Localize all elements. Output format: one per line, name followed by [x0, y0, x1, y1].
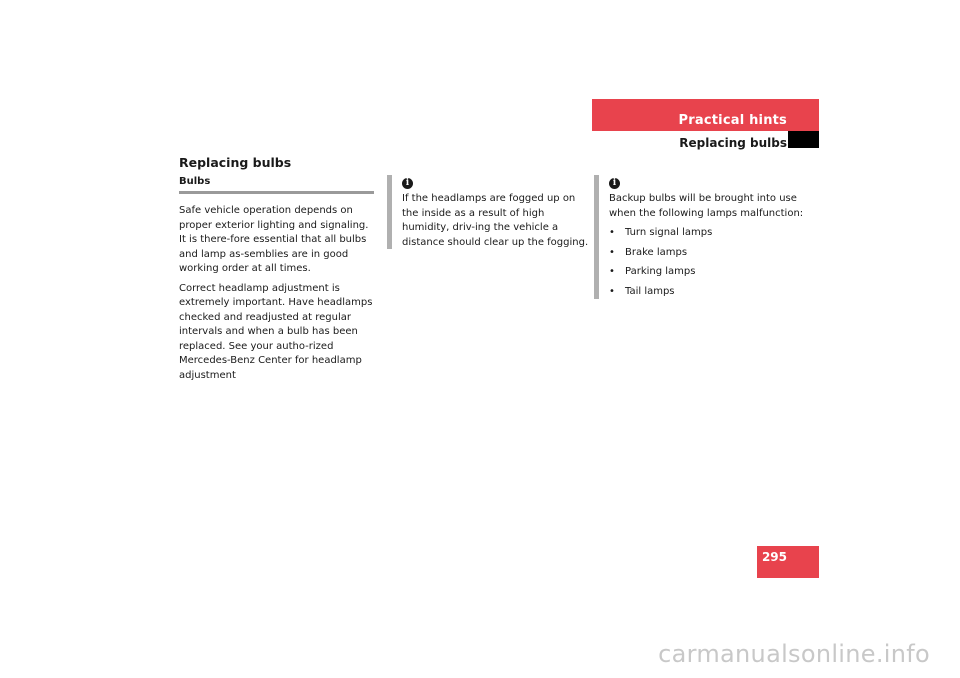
note-fogging: [387, 175, 594, 249]
list-item: • Turn signal lamps: [609, 226, 809, 241]
header-section-title: Practical hints: [678, 113, 787, 128]
bullet-icon: •: [609, 227, 615, 238]
bulbs-subheading: Bulbs: [179, 176, 374, 194]
note-backup-bulbs: [594, 175, 809, 299]
bullet-icon: •: [609, 246, 615, 258]
page-number: 295: [761, 550, 787, 564]
header-section-bar: [592, 99, 819, 131]
bullet-icon: •: [609, 285, 615, 297]
header-black-tab: [788, 131, 819, 148]
note-fogging-text: If the headlamps are fogged up on the inside as a result of high humidity, driv-ing the vehicle a distance should clear up the fogging.: [402, 193, 589, 248]
watermark: carmanualsonline.info: [658, 640, 930, 668]
paragraph-headlamp-adjustment: Correct headlamp adjustment is extremely important. Have headlamps checked and readjusted at regular intervals and when a bulb has been replaced. See your autho-rized Mercedes-Benz Center for headlamp adjustment: [179, 282, 373, 381]
info-icon: i: [609, 178, 620, 189]
lamp-list: [609, 226, 809, 299]
note-backup-intro: Backup bulbs will be brought into use when the following lamps malfunction:: [609, 193, 804, 219]
header-subsection-bar: [592, 131, 819, 151]
bulbs-column: [179, 176, 374, 388]
info-icon: i: [402, 178, 413, 189]
page-number-box: [757, 546, 819, 578]
header-subsection-title: Replacing bulbs: [679, 136, 787, 150]
list-item: • Parking lamps: [609, 265, 809, 280]
bullet-icon: •: [609, 266, 615, 277]
paragraph-operation: Safe vehicle operation depends on proper exterior lighting and signaling. It is there-fore essential that all bulbs and lamp as-semblies are in good working order at all times.: [179, 205, 369, 274]
list-item: • Tail lamps: [609, 285, 809, 300]
list-item: • Brake lamps: [609, 246, 809, 261]
page-title: Replacing bulbs: [179, 155, 292, 170]
